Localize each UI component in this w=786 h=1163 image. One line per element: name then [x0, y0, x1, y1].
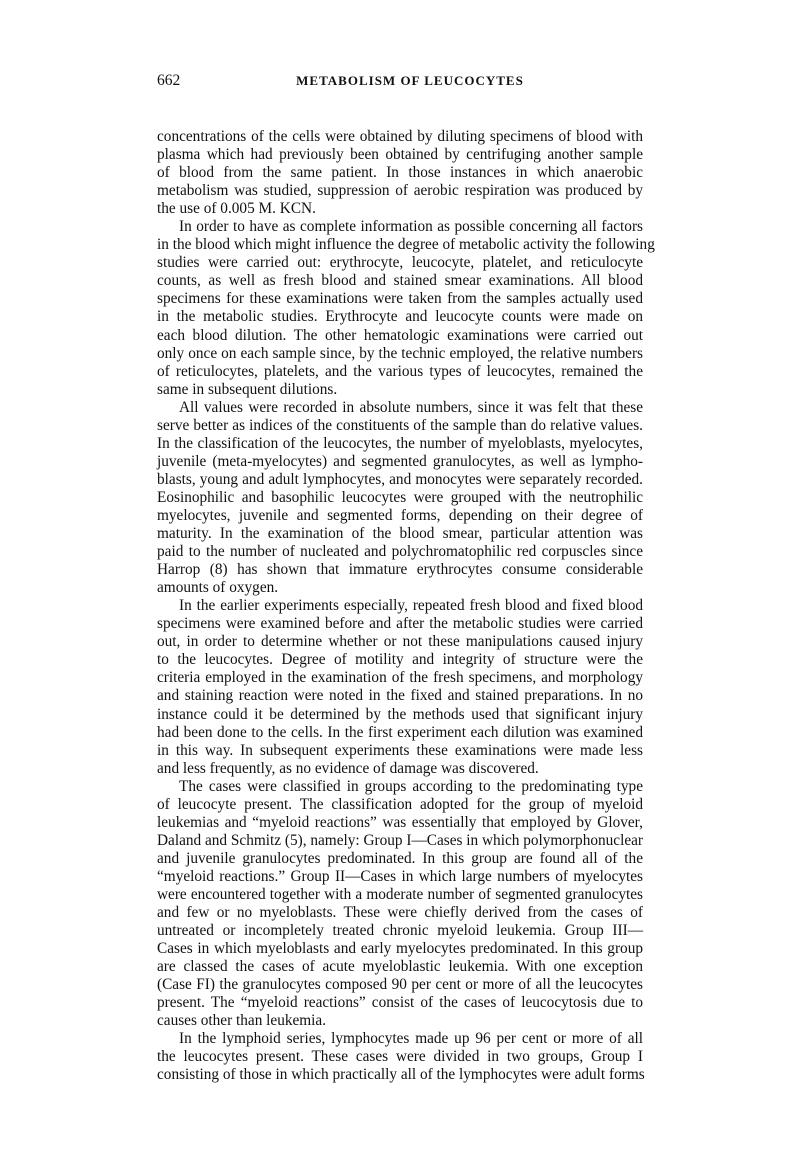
- text-line: leukemias and “myeloid reactions” was essentially that employed by Glover,: [157, 813, 643, 831]
- text-line: of leucocyte present. The classification adopted for the group of myeloid: [157, 795, 643, 813]
- text-line: the leucocytes present. These cases were divided in two groups, Group I: [157, 1048, 643, 1066]
- text-line: metabolism was studied, suppression of aerobic respiration was produced by: [157, 182, 643, 200]
- text-line: paid to the number of nucleated and polychromatophilic red corpuscles since: [157, 543, 643, 561]
- text-line: the use of 0.005 M. KCN.: [157, 200, 316, 218]
- text-line: and staining reaction were noted in the fixed and stained preparations. In no: [157, 687, 643, 705]
- text-line: In the earlier experiments especially, repeated fresh blood and fixed blood: [179, 597, 643, 615]
- text-line: In the lymphoid series, lymphocytes made up 96 per cent or more of all: [179, 1030, 643, 1048]
- text-line: In the classification of the leucocytes, the number of myeloblasts, myelocytes,: [157, 434, 643, 452]
- text-line: causes other than leukemia.: [157, 1012, 327, 1030]
- text-line: consisting of those in which practically all of the lymphocytes were adult forms: [157, 1066, 645, 1084]
- text-line: are classed the cases of acute myeloblastic leukemia. With one exception: [157, 958, 643, 976]
- text-line: instance could it be determined by the methods used that significant injury: [157, 705, 643, 723]
- text-line: present. The “myeloid reactions” consist of the cases of leucocytosis due to: [157, 994, 643, 1012]
- text-line: and juvenile granulocytes predominated. In this group are found all of the: [157, 849, 643, 867]
- text-line: myelocytes, juvenile and segmented forms, depending on their degree of: [157, 506, 643, 524]
- text-line: and few or no myeloblasts. These were chiefly derived from the cases of: [157, 904, 643, 922]
- text-line: only once on each sample since, by the technic employed, the relative numbers: [157, 344, 643, 362]
- text-line: out, in order to determine whether or not these manipulations caused injury: [157, 633, 643, 651]
- text-line: juvenile (meta-myelocytes) and segmented granulocytes, as well as lympho-: [157, 452, 643, 470]
- paragraph: [157, 1030, 643, 1084]
- text-line: same in subsequent dilutions.: [157, 380, 338, 398]
- text-line: of blood from the same patient. In those instances in which anaerobic: [157, 164, 643, 182]
- text-line: in this way. In subsequent experiments these examinations were made less: [157, 741, 643, 759]
- paragraph: [157, 218, 655, 398]
- page-number: 662: [157, 72, 181, 89]
- text-line: Cases in which myeloblasts and early myelocytes predominated. In this group: [157, 940, 643, 958]
- text-line: plasma which had previously been obtained by centrifuging another sample: [157, 146, 643, 164]
- text-line: blasts, young and adult lymphocytes, and monocytes were separately recorded.: [157, 470, 643, 488]
- text-line: maturity. In the examination of the blood smear, particular attention was: [157, 525, 643, 543]
- text-line: serve better as indices of the constituents of the sample than do relative values.: [157, 416, 643, 434]
- text-line: were encountered together with a moderate number of segmented granulocytes: [157, 885, 643, 903]
- text-line: In order to have as complete information as possible concerning all factors: [179, 218, 643, 236]
- text-line: each blood dilution. The other hematologic examinations were carried out: [157, 326, 643, 344]
- text-line: (Case FI) the granulocytes composed 90 per cent or more of all the leucocytes: [157, 976, 643, 994]
- text-line: Eosinophilic and basophilic leucocytes were grouped with the neutrophilic: [157, 488, 643, 506]
- paragraph: [157, 597, 643, 777]
- paragraph: [157, 399, 643, 598]
- body-text: [157, 128, 655, 1084]
- text-line: amounts of oxygen.: [157, 579, 279, 597]
- text-line: studies were carried out: erythrocyte, leucocyte, platelet, and reticulocyte: [157, 254, 643, 272]
- text-line: “myeloid reactions.” Group II—Cases in which large numbers of myelocytes: [157, 867, 643, 885]
- text-line: Daland and Schmitz (5), namely: Group I—Cases in which polymorphonuclear: [157, 831, 643, 849]
- text-line: in the metabolic studies. Erythrocyte and leucocyte counts were made on: [157, 308, 643, 326]
- text-line: had been done to the cells. In the first experiment each dilution was examined: [157, 723, 643, 741]
- text-line: specimens for these examinations were taken from the samples actually used: [157, 290, 643, 308]
- text-line: counts, as well as fresh blood and stained smear examinations. All blood: [157, 272, 643, 290]
- paragraph: [157, 128, 643, 218]
- text-line: Harrop (8) has shown that immature erythrocytes consume considerable: [157, 561, 643, 579]
- running-title: METABOLISM OF LEUCOCYTES: [296, 73, 524, 88]
- text-line: in the blood which might influence the degree of metabolic activity the following: [157, 236, 655, 254]
- text-line: of reticulocytes, platelets, and the various types of leucocytes, remained the: [157, 362, 643, 380]
- text-line: The cases were classified in groups according to the predominating type: [179, 777, 643, 795]
- text-line: concentrations of the cells were obtained by diluting specimens of blood with: [157, 128, 643, 145]
- text-line: specimens were examined before and after the metabolic studies were carried: [157, 615, 643, 633]
- page-header: [157, 72, 643, 94]
- text-line: All values were recorded in absolute numbers, since it was felt that these: [179, 398, 643, 416]
- text-line: to the leucocytes. Degree of motility and integrity of structure were the: [157, 651, 643, 669]
- text-line: and less frequently, as no evidence of damage was discovered.: [157, 759, 539, 777]
- paragraph: [157, 778, 643, 1031]
- text-line: untreated or incompletely treated chronic myeloid leukemia. Group III—: [157, 922, 643, 940]
- text-line: criteria employed in the examination of the fresh specimens, and morphology: [157, 669, 643, 687]
